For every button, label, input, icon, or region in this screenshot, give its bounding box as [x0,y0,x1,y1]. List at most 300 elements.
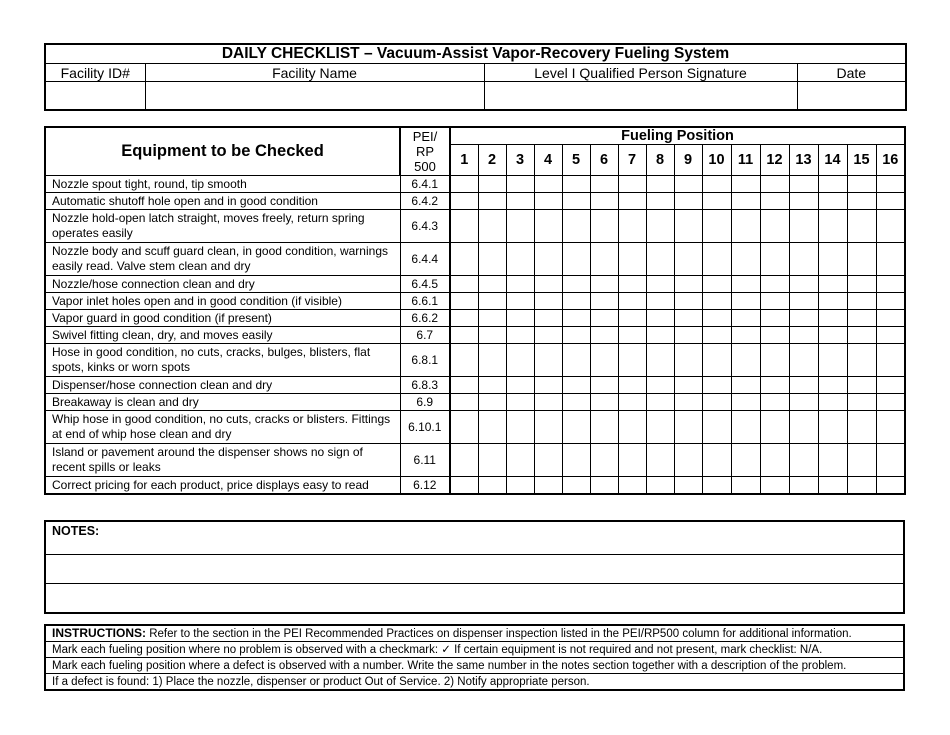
form-title: DAILY CHECKLIST – Vacuum-Assist Vapor-Recovery Fueling System [45,44,906,64]
position-check-cell[interactable] [876,276,905,293]
position-check-cell[interactable] [702,193,731,210]
position-check-cell[interactable] [478,193,506,210]
position-check-cell[interactable] [534,176,562,193]
position-check-cell[interactable] [674,444,702,477]
checklist-row [45,176,905,193]
pei-reference: 6.8.1 [400,344,450,377]
position-check-cell[interactable] [702,477,731,495]
position-check-cell[interactable] [760,444,789,477]
position-check-cell[interactable] [562,210,590,243]
position-check-cell[interactable] [450,477,478,495]
position-check-cell[interactable] [506,394,534,411]
position-check-cell[interactable] [847,176,876,193]
position-check-cell[interactable] [731,327,760,344]
position-check-cell[interactable] [534,411,562,444]
position-check-cell[interactable] [674,276,702,293]
position-check-cell[interactable] [450,344,478,377]
position-check-cell[interactable] [618,176,646,193]
position-check-cell[interactable] [674,477,702,495]
equipment-item-line1: Swivel fitting clean, dry, and moves easily [52,327,273,342]
position-check-cell[interactable] [818,344,847,377]
checklist-table [44,126,906,495]
position-check-cell[interactable] [478,210,506,243]
checklist-row [45,293,905,310]
equipment-item-line1: Nozzle hold-open latch straight, moves freely, return spring [52,211,365,225]
date-label: Date [797,64,906,82]
position-check-cell[interactable] [590,310,618,327]
checklist-row [45,411,905,444]
position-check-cell[interactable] [506,276,534,293]
position-check-cell[interactable] [618,276,646,293]
position-check-cell[interactable] [450,377,478,394]
position-check-cell[interactable] [731,243,760,276]
position-check-cell[interactable] [702,344,731,377]
position-check-cell[interactable] [450,310,478,327]
position-check-cell[interactable] [702,327,731,344]
position-check-cell[interactable] [478,344,506,377]
position-check-cell[interactable] [818,477,847,495]
position-check-cell[interactable] [478,327,506,344]
equipment-item-line2: operates easily [52,226,133,240]
position-check-cell[interactable] [534,310,562,327]
pei-reference: 6.8.3 [400,377,450,394]
position-check-cell[interactable] [618,344,646,377]
position-check-cell[interactable] [674,310,702,327]
position-check-cell[interactable] [450,243,478,276]
position-check-cell[interactable] [674,293,702,310]
position-check-cell[interactable] [789,310,818,327]
position-check-cell[interactable] [731,394,760,411]
position-check-cell[interactable] [760,411,789,444]
position-check-cell[interactable] [818,310,847,327]
position-check-cell[interactable] [789,210,818,243]
position-check-cell[interactable] [731,193,760,210]
position-check-cell[interactable] [506,310,534,327]
position-check-cell[interactable] [847,411,876,444]
position-check-cell[interactable] [618,377,646,394]
instructions-line1-text: Refer to the section in the PEI Recommended Practices on dispenser inspection listed in the PEI/RP500 column for additional information. [146,628,852,640]
position-check-cell[interactable] [506,444,534,477]
equipment-item [45,477,400,495]
equipment-item-line1: Island or pavement around the dispenser shows no sign of [52,445,363,459]
position-check-cell[interactable] [789,293,818,310]
position-check-cell[interactable] [760,293,789,310]
position-check-cell[interactable] [618,444,646,477]
instructions-line-2: Mark each fueling position where no problem is observed with a checkmark: ✓ If certain equipment is not required and not present, mark checklist: N/A. [45,642,904,658]
position-check-cell[interactable] [876,411,905,444]
position-check-cell[interactable] [847,477,876,495]
position-check-cell[interactable] [562,394,590,411]
position-check-cell[interactable] [702,310,731,327]
position-check-cell[interactable] [590,193,618,210]
position-check-cell[interactable] [760,243,789,276]
position-check-cell[interactable] [789,394,818,411]
position-check-cell[interactable] [590,276,618,293]
position-check-cell[interactable] [876,176,905,193]
position-check-cell[interactable] [674,394,702,411]
position-check-cell[interactable] [646,344,674,377]
position-check-cell[interactable] [590,293,618,310]
position-check-cell[interactable] [618,193,646,210]
position-check-cell[interactable] [590,477,618,495]
position-check-cell[interactable] [562,176,590,193]
position-check-cell[interactable] [534,193,562,210]
position-check-cell[interactable] [760,176,789,193]
position-check-cell[interactable] [760,477,789,495]
position-check-cell[interactable] [731,377,760,394]
equipment-item-line1: Vapor inlet holes open and in good condition (if visible) [52,293,342,308]
position-check-cell[interactable] [876,344,905,377]
position-check-cell[interactable] [674,344,702,377]
position-check-cell[interactable] [534,327,562,344]
pei-rp500-header [400,127,450,176]
position-check-cell[interactable] [618,293,646,310]
position-check-cell[interactable] [590,394,618,411]
equipment-item [45,327,400,344]
position-check-cell[interactable] [876,293,905,310]
position-check-cell[interactable] [674,176,702,193]
pei-reference: 6.4.1 [400,176,450,193]
position-check-cell[interactable] [789,477,818,495]
position-check-cell[interactable] [847,327,876,344]
position-check-cell[interactable] [590,210,618,243]
position-check-cell[interactable] [506,377,534,394]
pei-reference: 6.4.2 [400,193,450,210]
position-check-cell[interactable] [590,327,618,344]
position-check-cell[interactable] [562,327,590,344]
position-check-cell[interactable] [818,293,847,310]
position-check-cell[interactable] [731,276,760,293]
position-check-cell[interactable] [646,176,674,193]
equipment-item-line1: Correct pricing for each product, price displays easy to read [52,477,369,492]
position-check-cell[interactable] [847,276,876,293]
position-check-cell[interactable] [478,411,506,444]
position-check-cell[interactable] [789,444,818,477]
position-check-cell[interactable] [731,293,760,310]
equipment-item [45,210,400,243]
position-check-cell[interactable] [876,444,905,477]
equipment-item [45,243,400,276]
position-check-cell[interactable] [876,193,905,210]
equipment-item-line1: Whip hose in good condition, no cuts, cracks or blisters. Fittings [52,412,391,426]
pei-reference: 6.12 [400,477,450,495]
position-check-cell[interactable] [646,243,674,276]
position-check-cell[interactable] [534,394,562,411]
checklist-row [45,210,905,243]
position-check-cell[interactable] [847,344,876,377]
position-check-cell[interactable] [818,394,847,411]
facility-name-field[interactable] [145,82,484,111]
checklist-row [45,477,905,495]
position-check-cell[interactable] [702,210,731,243]
position-check-cell[interactable] [562,276,590,293]
facility-id-label: Facility ID# [45,64,145,82]
position-check-cell[interactable] [847,293,876,310]
position-check-cell[interactable] [789,327,818,344]
equipment-item-line2: recent spills or leaks [52,460,161,474]
equipment-header: Equipment to be Checked [45,127,400,176]
position-check-cell[interactable] [876,310,905,327]
position-check-cell[interactable] [534,293,562,310]
position-check-cell[interactable] [876,243,905,276]
position-check-cell[interactable] [818,210,847,243]
position-check-cell[interactable] [450,394,478,411]
position-check-cell[interactable] [876,327,905,344]
pei-header-line2: RP [415,144,435,159]
fueling-position-header: Fueling Position [450,127,905,145]
position-check-cell[interactable] [702,293,731,310]
position-check-cell[interactable] [646,210,674,243]
position-check-cell[interactable] [562,444,590,477]
equipment-item [45,176,400,193]
position-check-cell[interactable] [590,243,618,276]
fueling-position-number: 10 [702,145,731,176]
position-check-cell[interactable] [876,210,905,243]
position-check-cell[interactable] [506,193,534,210]
position-check-cell[interactable] [506,210,534,243]
position-check-cell[interactable] [702,411,731,444]
position-check-cell[interactable] [590,411,618,444]
position-check-cell[interactable] [847,210,876,243]
position-check-cell[interactable] [674,411,702,444]
position-check-cell[interactable] [450,276,478,293]
position-check-cell[interactable] [760,327,789,344]
signature-field[interactable] [484,82,797,111]
facility-name-label: Facility Name [145,64,484,82]
position-check-cell[interactable] [646,293,674,310]
position-check-cell[interactable] [646,310,674,327]
position-check-cell[interactable] [478,243,506,276]
position-check-cell[interactable] [618,310,646,327]
equipment-item-line2: at end of whip hose clean and dry [52,427,232,441]
position-check-cell[interactable] [847,394,876,411]
position-check-cell[interactable] [534,444,562,477]
position-check-cell[interactable] [760,344,789,377]
position-check-cell[interactable] [646,193,674,210]
position-check-cell[interactable] [450,193,478,210]
position-check-cell[interactable] [562,344,590,377]
position-check-cell[interactable] [847,377,876,394]
position-check-cell[interactable] [618,327,646,344]
position-check-cell[interactable] [506,293,534,310]
position-check-cell[interactable] [534,344,562,377]
position-check-cell[interactable] [674,243,702,276]
position-check-cell[interactable] [450,444,478,477]
position-check-cell[interactable] [562,411,590,444]
position-check-cell[interactable] [618,411,646,444]
position-check-cell[interactable] [847,243,876,276]
equipment-item [45,293,400,310]
position-check-cell[interactable] [506,344,534,377]
fueling-position-number: 14 [818,145,847,176]
position-check-cell[interactable] [876,394,905,411]
position-check-cell[interactable] [506,176,534,193]
position-check-cell[interactable] [562,243,590,276]
checklist-row [45,276,905,293]
position-check-cell[interactable] [646,477,674,495]
position-check-cell[interactable] [562,310,590,327]
position-check-cell[interactable] [590,344,618,377]
position-check-cell[interactable] [478,477,506,495]
checklist-row [45,327,905,344]
instructions-line-4: If a defect is found: 1) Place the nozzle, dispenser or product Out of Service. 2) Notify appropriate person. [45,674,904,691]
header-table [44,43,907,111]
pei-reference: 6.7 [400,327,450,344]
equipment-item [45,394,400,411]
fueling-position-number: 12 [760,145,789,176]
position-check-cell[interactable] [818,377,847,394]
position-check-cell[interactable] [702,377,731,394]
position-check-cell[interactable] [818,176,847,193]
position-check-cell[interactable] [618,243,646,276]
position-check-cell[interactable] [702,444,731,477]
position-check-cell[interactable] [818,193,847,210]
position-check-cell[interactable] [618,394,646,411]
position-check-cell[interactable] [789,344,818,377]
equipment-item [45,276,400,293]
position-check-cell[interactable] [818,276,847,293]
position-check-cell[interactable] [876,477,905,495]
equipment-item-line1: Automatic shutoff hole open and in good condition [52,193,318,208]
position-check-cell[interactable] [847,193,876,210]
position-check-cell[interactable] [646,444,674,477]
position-check-cell[interactable] [646,327,674,344]
position-check-cell[interactable] [702,394,731,411]
position-check-cell[interactable] [450,293,478,310]
position-check-cell[interactable] [562,377,590,394]
pei-reference: 6.10.1 [400,411,450,444]
position-check-cell[interactable] [847,310,876,327]
position-check-cell[interactable] [789,377,818,394]
position-check-cell[interactable] [450,411,478,444]
position-check-cell[interactable] [674,193,702,210]
position-check-cell[interactable] [506,411,534,444]
position-check-cell[interactable] [506,327,534,344]
equipment-item-line1: Hose in good condition, no cuts, cracks, bulges, blisters, flat [52,345,371,359]
position-check-cell[interactable] [731,176,760,193]
position-check-cell[interactable] [760,310,789,327]
instructions-label: INSTRUCTIONS: [52,626,146,640]
position-check-cell[interactable] [674,377,702,394]
position-check-cell[interactable] [789,243,818,276]
position-check-cell[interactable] [478,276,506,293]
position-check-cell[interactable] [760,276,789,293]
signature-label: Level I Qualified Person Signature [484,64,797,82]
position-check-cell[interactable] [562,477,590,495]
position-check-cell[interactable] [760,377,789,394]
position-check-cell[interactable] [731,444,760,477]
position-check-cell[interactable] [562,293,590,310]
pei-reference: 6.6.1 [400,293,450,310]
pei-header-line3: 500 [414,159,436,174]
position-check-cell[interactable] [847,444,876,477]
position-check-cell[interactable] [702,176,731,193]
position-check-cell[interactable] [646,411,674,444]
position-check-cell[interactable] [702,276,731,293]
position-check-cell[interactable] [789,176,818,193]
position-check-cell[interactable] [478,394,506,411]
equipment-item-line1: Nozzle body and scuff guard clean, in good condition, warnings [52,244,388,258]
position-check-cell[interactable] [478,293,506,310]
position-check-cell[interactable] [789,193,818,210]
position-check-cell[interactable] [478,377,506,394]
position-check-cell[interactable] [534,377,562,394]
position-check-cell[interactable] [590,377,618,394]
position-check-cell[interactable] [760,394,789,411]
position-check-cell[interactable] [818,444,847,477]
pei-reference: 6.4.4 [400,243,450,276]
position-check-cell[interactable] [876,377,905,394]
position-check-cell[interactable] [590,176,618,193]
position-check-cell[interactable] [506,477,534,495]
position-check-cell[interactable] [760,210,789,243]
fueling-position-number: 16 [876,145,905,176]
position-check-cell[interactable] [450,327,478,344]
position-check-cell[interactable] [590,444,618,477]
fueling-position-number: 8 [646,145,674,176]
facility-id-field[interactable] [45,82,145,111]
position-check-cell[interactable] [534,243,562,276]
position-check-cell[interactable] [478,310,506,327]
instructions-line-1 [45,625,904,642]
pei-reference: 6.9 [400,394,450,411]
position-check-cell[interactable] [674,210,702,243]
position-check-cell[interactable] [760,193,789,210]
position-check-cell[interactable] [818,243,847,276]
pei-header-line1: PEI/ [412,129,438,144]
position-check-cell[interactable] [731,344,760,377]
position-check-cell[interactable] [450,210,478,243]
date-field[interactable] [797,82,906,111]
position-check-cell[interactable] [562,193,590,210]
equipment-item-line1: Breakaway is clean and dry [52,394,199,409]
equipment-item [45,444,400,477]
equipment-item-line2: spots, kinks or worn spots [52,360,191,374]
fueling-position-number: 15 [847,145,876,176]
position-check-cell[interactable] [450,176,478,193]
checklist-row [45,444,905,477]
position-check-cell[interactable] [618,210,646,243]
position-check-cell[interactable] [646,276,674,293]
position-check-cell[interactable] [731,411,760,444]
position-check-cell[interactable] [731,210,760,243]
fueling-position-number: 3 [506,145,534,176]
position-check-cell[interactable] [731,310,760,327]
equipment-item [45,193,400,210]
checklist-row [45,310,905,327]
position-check-cell[interactable] [534,477,562,495]
position-check-cell[interactable] [674,327,702,344]
position-check-cell[interactable] [534,210,562,243]
checklist-row [45,243,905,276]
position-check-cell[interactable] [818,327,847,344]
position-check-cell[interactable] [618,477,646,495]
position-check-cell[interactable] [818,411,847,444]
position-check-cell[interactable] [506,243,534,276]
position-check-cell[interactable] [646,377,674,394]
position-check-cell[interactable] [789,276,818,293]
position-check-cell[interactable] [534,276,562,293]
position-check-cell[interactable] [646,394,674,411]
position-check-cell[interactable] [731,477,760,495]
position-check-cell[interactable] [478,444,506,477]
notes-line-1[interactable] [45,555,904,584]
position-check-cell[interactable] [789,411,818,444]
position-check-cell[interactable] [702,243,731,276]
notes-line-2[interactable] [45,584,904,614]
instructions-line-3: Mark each fueling position where a defect is observed with a number. Write the same number in the notes section together with a description of the problem. [45,658,904,674]
position-check-cell[interactable] [478,176,506,193]
